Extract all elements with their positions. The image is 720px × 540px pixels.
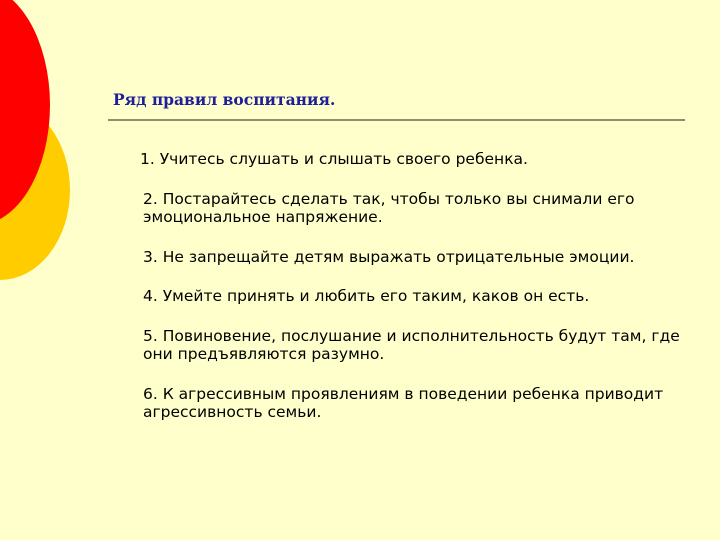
rule-item-2: 2. Постарайтесь сделать так, чтобы только вы снимали его эмоциональное напряжение. [143, 189, 635, 226]
slide-title: Ряд правил воспитания. [113, 90, 336, 109]
title-divider [108, 119, 685, 121]
rule-item-5: 5. Повиновение, послушание и исполнительность будут там, где они предъявляются разумно. [143, 326, 680, 363]
rules-list [140, 150, 703, 443]
rule-item-1: 1. Учитесь слушать и слышать своего ребенка. [140, 150, 528, 168]
rule-item-4: 4. Умейте принять и любить его таким, каков он есть. [143, 287, 590, 305]
rule-item-6: 6. К агрессивным проявлениям в поведении ребенка приводит агрессивность семьи. [143, 384, 664, 421]
rule-item-3: 3. Не запрещайте детям выражать отрицательные эмоции. [143, 247, 635, 266]
